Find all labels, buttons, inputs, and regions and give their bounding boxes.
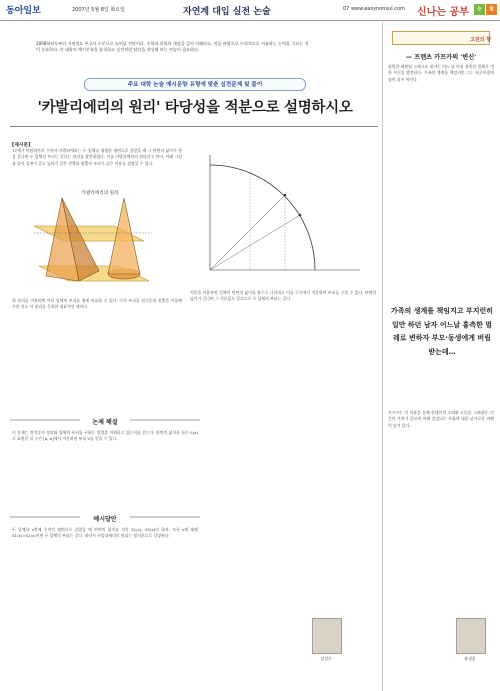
sidebar-author-name: 윤성훈 (464, 656, 476, 661)
cavalieri-figure (24, 186, 174, 294)
problem-text-continued: 위 원리를 이용하면 여러 입체의 부피를 쉽게 비교할 수 있다. 구의 부피를 원기둥과 원뿔을 이용해 구한 것도 이 원리를 응용한 대표적인 예이다. (12, 298, 182, 310)
sidebar-title: — 프랜츠 카프카의 '변신' (405, 54, 477, 61)
sidebar-pull-quote: 가족의 생계를 책임지고 부지런히 일만 하던 남자 어느날 흉측한 벌레로 변하자 부모·동생에게 버림받는데… (391, 307, 493, 356)
author-name: 김성수 (320, 656, 332, 661)
problem-text: 17세기 이탈리아의 수학자 카발리에리는 두 입체를 평행한 평면으로 잘랐을 때 그 단면의 넓이가 항상 같다면 두 입체의 부피는 같다는 원리를 발견하였다. 이를 카발리에리의 원리라고 한다. 아래 그림과 같이 밑면이 같고 높이가 같은 각뿔과 원뿔의 부피가 같은 이유를 설명할 수 있다. (12, 148, 182, 166)
newspaper-logo: 동아일보 (6, 6, 41, 16)
author-photo (312, 618, 342, 654)
example-answer-text: 두 입체를 x축에 수직인 평면으로 잘랐을 때 단면의 넓이를 각각 S1(x), S2(x)라 하자. 모든 x에 대해 S1(x)=S2(x)이면 두 입체의 부피는 같다. 따라서 카발리에리의 원리는 정적분으로 설명된다. (12, 527, 198, 539)
example-heading: 예시답안 (93, 516, 117, 523)
intro-text: 2008학년도부터 자연계도 본고사 수준으로 늘어날 전망이다. 수학과 과학의 개념을 깊이 이해하고, 이를 바탕으로 논리적으로 서술하는 능력을 기르는 것이 중요하다. 각 대학의 예시문항을 분석하고 실전처럼 답안을 작성해 보는 연습이 필요하다. (36, 41, 309, 53)
problem-label: [제시문] (12, 143, 31, 148)
page-url: 07 www.easynonsul.com (343, 6, 405, 12)
article-title: '카발리에리의 원리' 타당성을 적분으로 설명하시오 (37, 99, 353, 116)
figure-title: 카발리에리의 원리 (81, 191, 119, 196)
issue-date: 2007년 5월 8일 화요일 (72, 7, 125, 13)
sidebar-author-photo (456, 618, 486, 654)
topic-heading: 논제 해설 (92, 419, 118, 426)
sidebar-text: 평범한 외판원 그레고르 잠자는 어느 날 아침 흉측한 벌레로 변한 자신을 발견한다. 가족의 생계를 책임지던 그는 하루아침에 짐이 되어 버린다. (388, 64, 494, 82)
title-divider (10, 126, 378, 127)
badge-orange: 술 (486, 4, 497, 15)
right-column-text: 적분을 이용하면 입체의 단면의 넓이를 함수로 나타내고 이를 구간에서 적분하여 부피를 구할 수 있다. 단면의 넓이가 같다면 그 적분값도 같으므로 두 입체의 부피는 같다. (190, 290, 376, 302)
topic-text: 이 문제는 정적분의 정의와 입체의 부피를 구하는 방법을 이해하고 있는지를 묻는다. 단면의 넓이를 함수 S(x)로 표현한 뒤 구간 [a, b]에서 적분하면 부피 V를 얻을 수 있다. (12, 430, 198, 442)
subtitle-banner-text: 주요 대학 논술 예시문항 유형에 맞춘 실전문제 및 풀이 (127, 82, 263, 88)
sidebar-text-continued: 카프카는 이 작품을 통해 현대인의 소외와 고독을 그려냈다. 인간의 가치가 쓸모에 의해 결정되는 사회에 대한 날카로운 비판이 담겨 있다. (388, 410, 494, 428)
integral-diagram (190, 145, 370, 285)
sidebar-series-name: 고전의 향 (470, 37, 492, 43)
section-title: 자연계 대입 실전 논술 (183, 7, 271, 17)
badge-green: 논 (474, 4, 485, 15)
brand-logo: 신나는 공부 (417, 7, 469, 18)
